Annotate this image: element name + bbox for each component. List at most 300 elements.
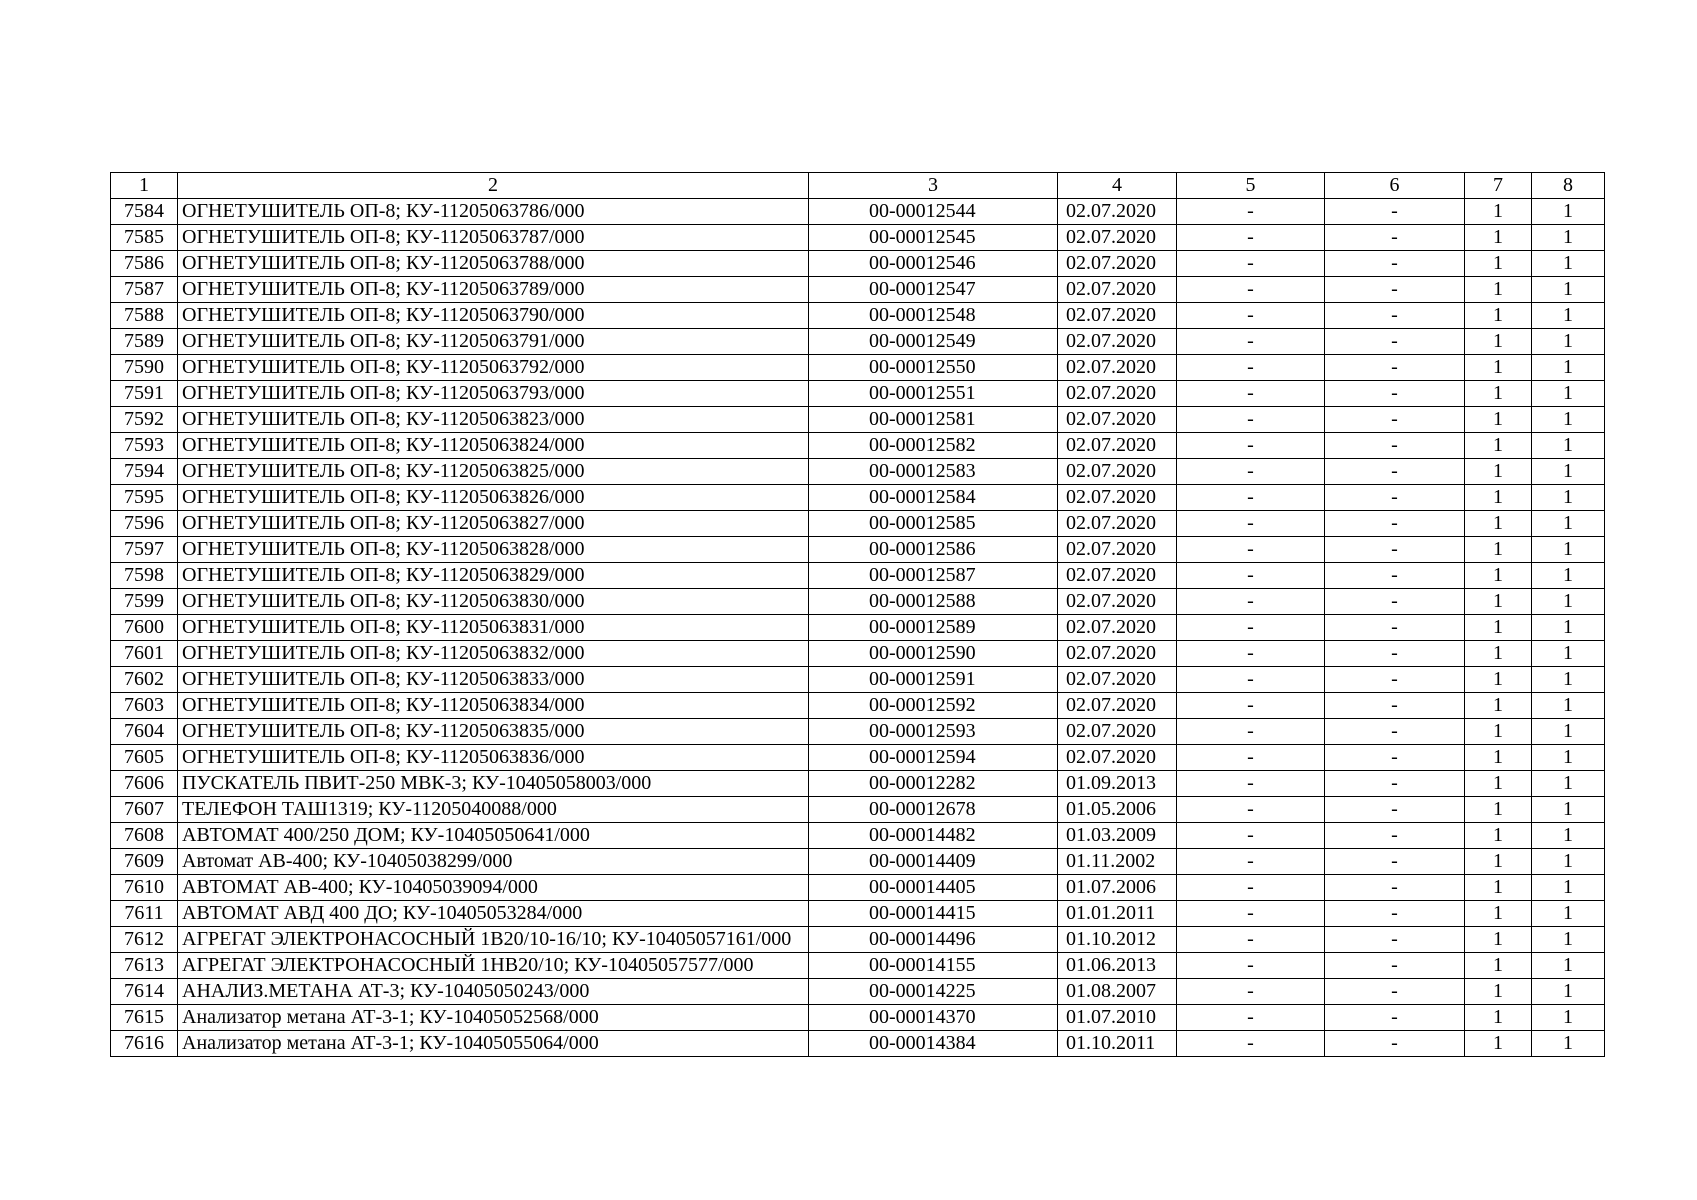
col-7-value-cell: 1	[1465, 329, 1532, 355]
col-7-value-cell: 1	[1465, 979, 1532, 1005]
col-5-value-cell: -	[1177, 199, 1325, 225]
inventory-code-cell: 00-00012550	[809, 355, 1058, 381]
table-row	[111, 407, 1605, 433]
col-7-value-cell: 1	[1465, 849, 1532, 875]
col-5-value-cell: -	[1177, 771, 1325, 797]
item-name-cell: АВТОМАТ 400/250 ДОМ; КУ-10405050641/000	[178, 823, 809, 849]
inventory-code-cell: 00-00012589	[809, 615, 1058, 641]
col-6-value-cell: -	[1325, 537, 1465, 563]
date-cell: 02.07.2020	[1058, 537, 1177, 563]
inventory-code-cell: 00-00012585	[809, 511, 1058, 537]
date-cell: 02.07.2020	[1058, 485, 1177, 511]
row-number-cell: 7596	[111, 511, 178, 537]
col-7-value-cell: 1	[1465, 1031, 1532, 1057]
row-number-cell: 7606	[111, 771, 178, 797]
date-cell: 02.07.2020	[1058, 589, 1177, 615]
table-row	[111, 849, 1605, 875]
col-5-value-cell: -	[1177, 641, 1325, 667]
table-row	[111, 667, 1605, 693]
row-number-cell: 7610	[111, 875, 178, 901]
row-number-cell: 7600	[111, 615, 178, 641]
col-8-value-cell: 1	[1532, 875, 1605, 901]
date-cell: 02.07.2020	[1058, 511, 1177, 537]
col-6-value-cell: -	[1325, 849, 1465, 875]
row-number-cell: 7597	[111, 537, 178, 563]
col-7-value-cell: 1	[1465, 719, 1532, 745]
table-row	[111, 823, 1605, 849]
row-number-cell: 7609	[111, 849, 178, 875]
row-number-cell: 7614	[111, 979, 178, 1005]
col-5-value-cell: -	[1177, 251, 1325, 277]
col-5-value-cell: -	[1177, 745, 1325, 771]
col-6-value-cell: -	[1325, 303, 1465, 329]
col-6-value-cell: -	[1325, 277, 1465, 303]
item-name-cell: ОГНЕТУШИТЕЛЬ ОП-8; КУ-11205063790/000	[178, 303, 809, 329]
item-name-cell: Анализатор метана АТ-3-1; КУ-10405055064/000	[178, 1031, 809, 1057]
table-body	[111, 199, 1605, 1057]
date-cell: 01.10.2011	[1058, 1031, 1177, 1057]
col-6-value-cell: -	[1325, 459, 1465, 485]
col-6-value-cell: -	[1325, 511, 1465, 537]
inventory-code-cell: 00-00012590	[809, 641, 1058, 667]
row-number-cell: 7584	[111, 199, 178, 225]
col-8-value-cell: 1	[1532, 797, 1605, 823]
date-cell: 02.07.2020	[1058, 667, 1177, 693]
col-6-value-cell: -	[1325, 563, 1465, 589]
col-6-value-cell: -	[1325, 901, 1465, 927]
col-5-value-cell: -	[1177, 823, 1325, 849]
inventory-code-cell: 00-00014405	[809, 875, 1058, 901]
col-5-value-cell: -	[1177, 875, 1325, 901]
col-5-value-cell: -	[1177, 355, 1325, 381]
row-number-cell: 7605	[111, 745, 178, 771]
date-cell: 01.11.2002	[1058, 849, 1177, 875]
col-5-value-cell: -	[1177, 511, 1325, 537]
col-6-value-cell: -	[1325, 251, 1465, 277]
table-row	[111, 251, 1605, 277]
col-5-value-cell: -	[1177, 381, 1325, 407]
table-row	[111, 303, 1605, 329]
col-8-value-cell: 1	[1532, 277, 1605, 303]
col-7-value-cell: 1	[1465, 303, 1532, 329]
inventory-code-cell: 00-00014225	[809, 979, 1058, 1005]
inventory-code-cell: 00-00014415	[809, 901, 1058, 927]
date-cell: 02.07.2020	[1058, 563, 1177, 589]
date-cell: 02.07.2020	[1058, 355, 1177, 381]
col-5-value-cell: -	[1177, 563, 1325, 589]
item-name-cell: ОГНЕТУШИТЕЛЬ ОП-8; КУ-11205063832/000	[178, 641, 809, 667]
column-header-8: 8	[1532, 173, 1605, 199]
item-name-cell: ОГНЕТУШИТЕЛЬ ОП-8; КУ-11205063827/000	[178, 511, 809, 537]
col-6-value-cell: -	[1325, 953, 1465, 979]
table-row	[111, 927, 1605, 953]
table-row	[111, 953, 1605, 979]
col-6-value-cell: -	[1325, 1031, 1465, 1057]
item-name-cell: Анализатор метана АТ-3-1; КУ-10405052568/000	[178, 1005, 809, 1031]
date-cell: 01.01.2011	[1058, 901, 1177, 927]
row-number-cell: 7604	[111, 719, 178, 745]
col-6-value-cell: -	[1325, 979, 1465, 1005]
col-7-value-cell: 1	[1465, 537, 1532, 563]
table-row	[111, 615, 1605, 641]
item-name-cell: ОГНЕТУШИТЕЛЬ ОП-8; КУ-11205063826/000	[178, 485, 809, 511]
col-7-value-cell: 1	[1465, 667, 1532, 693]
row-number-cell: 7601	[111, 641, 178, 667]
col-8-value-cell: 1	[1532, 953, 1605, 979]
inventory-code-cell: 00-00012593	[809, 719, 1058, 745]
col-7-value-cell: 1	[1465, 381, 1532, 407]
table-row	[111, 589, 1605, 615]
date-cell: 02.07.2020	[1058, 693, 1177, 719]
row-number-cell: 7612	[111, 927, 178, 953]
col-7-value-cell: 1	[1465, 953, 1532, 979]
table-row	[111, 459, 1605, 485]
table-row	[111, 225, 1605, 251]
row-number-cell: 7589	[111, 329, 178, 355]
row-number-cell: 7598	[111, 563, 178, 589]
col-7-value-cell: 1	[1465, 771, 1532, 797]
col-6-value-cell: -	[1325, 771, 1465, 797]
inventory-code-cell: 00-00012551	[809, 381, 1058, 407]
col-5-value-cell: -	[1177, 329, 1325, 355]
row-number-cell: 7593	[111, 433, 178, 459]
table-row	[111, 797, 1605, 823]
date-cell: 02.07.2020	[1058, 615, 1177, 641]
col-6-value-cell: -	[1325, 641, 1465, 667]
date-cell: 02.07.2020	[1058, 433, 1177, 459]
date-cell: 02.07.2020	[1058, 329, 1177, 355]
date-cell: 01.05.2006	[1058, 797, 1177, 823]
row-number-cell: 7611	[111, 901, 178, 927]
table-row	[111, 745, 1605, 771]
col-6-value-cell: -	[1325, 433, 1465, 459]
col-6-value-cell: -	[1325, 667, 1465, 693]
inventory-code-cell: 00-00012592	[809, 693, 1058, 719]
col-8-value-cell: 1	[1532, 615, 1605, 641]
item-name-cell: ОГНЕТУШИТЕЛЬ ОП-8; КУ-11205063836/000	[178, 745, 809, 771]
col-7-value-cell: 1	[1465, 407, 1532, 433]
col-5-value-cell: -	[1177, 277, 1325, 303]
date-cell: 02.07.2020	[1058, 381, 1177, 407]
inventory-code-cell: 00-00012586	[809, 537, 1058, 563]
date-cell: 02.07.2020	[1058, 225, 1177, 251]
inventory-code-cell: 00-00012587	[809, 563, 1058, 589]
item-name-cell: АВТОМАТ АВ-400; КУ-10405039094/000	[178, 875, 809, 901]
col-6-value-cell: -	[1325, 355, 1465, 381]
date-cell: 02.07.2020	[1058, 199, 1177, 225]
inventory-code-cell: 00-00014155	[809, 953, 1058, 979]
col-8-value-cell: 1	[1532, 979, 1605, 1005]
table-row	[111, 1005, 1605, 1031]
table-row	[111, 433, 1605, 459]
col-7-value-cell: 1	[1465, 485, 1532, 511]
table-row	[111, 979, 1605, 1005]
item-name-cell: АГРЕГАТ ЭЛЕКТРОНАСОСНЫЙ 1НВ20/10; КУ-10405057577/000	[178, 953, 809, 979]
col-6-value-cell: -	[1325, 589, 1465, 615]
col-5-value-cell: -	[1177, 459, 1325, 485]
col-5-value-cell: -	[1177, 407, 1325, 433]
col-8-value-cell: 1	[1532, 589, 1605, 615]
col-8-value-cell: 1	[1532, 641, 1605, 667]
column-header-7: 7	[1465, 173, 1532, 199]
inventory-code-cell: 00-00012591	[809, 667, 1058, 693]
col-8-value-cell: 1	[1532, 849, 1605, 875]
table-row	[111, 641, 1605, 667]
item-name-cell: ОГНЕТУШИТЕЛЬ ОП-8; КУ-11205063792/000	[178, 355, 809, 381]
col-6-value-cell: -	[1325, 329, 1465, 355]
table-row	[111, 199, 1605, 225]
row-number-cell: 7592	[111, 407, 178, 433]
col-6-value-cell: -	[1325, 927, 1465, 953]
inventory-table-container	[110, 172, 1605, 1057]
item-name-cell: ОГНЕТУШИТЕЛЬ ОП-8; КУ-11205063823/000	[178, 407, 809, 433]
item-name-cell: ОГНЕТУШИТЕЛЬ ОП-8; КУ-11205063830/000	[178, 589, 809, 615]
col-5-value-cell: -	[1177, 667, 1325, 693]
col-8-value-cell: 1	[1532, 355, 1605, 381]
inventory-code-cell: 00-00012582	[809, 433, 1058, 459]
item-name-cell: ОГНЕТУШИТЕЛЬ ОП-8; КУ-11205063831/000	[178, 615, 809, 641]
item-name-cell: Автомат АВ-400; КУ-10405038299/000	[178, 849, 809, 875]
date-cell: 01.06.2013	[1058, 953, 1177, 979]
row-number-cell: 7594	[111, 459, 178, 485]
col-7-value-cell: 1	[1465, 1005, 1532, 1031]
col-6-value-cell: -	[1325, 381, 1465, 407]
col-8-value-cell: 1	[1532, 511, 1605, 537]
date-cell: 01.07.2006	[1058, 875, 1177, 901]
row-number-cell: 7591	[111, 381, 178, 407]
col-5-value-cell: -	[1177, 979, 1325, 1005]
col-8-value-cell: 1	[1532, 329, 1605, 355]
col-5-value-cell: -	[1177, 1031, 1325, 1057]
col-7-value-cell: 1	[1465, 875, 1532, 901]
col-8-value-cell: 1	[1532, 1005, 1605, 1031]
col-6-value-cell: -	[1325, 719, 1465, 745]
item-name-cell: ОГНЕТУШИТЕЛЬ ОП-8; КУ-11205063787/000	[178, 225, 809, 251]
col-8-value-cell: 1	[1532, 693, 1605, 719]
col-6-value-cell: -	[1325, 875, 1465, 901]
date-cell: 02.07.2020	[1058, 277, 1177, 303]
row-number-cell: 7585	[111, 225, 178, 251]
col-7-value-cell: 1	[1465, 641, 1532, 667]
col-7-value-cell: 1	[1465, 823, 1532, 849]
date-cell: 01.09.2013	[1058, 771, 1177, 797]
col-7-value-cell: 1	[1465, 563, 1532, 589]
col-8-value-cell: 1	[1532, 485, 1605, 511]
col-6-value-cell: -	[1325, 797, 1465, 823]
col-6-value-cell: -	[1325, 485, 1465, 511]
row-number-cell: 7588	[111, 303, 178, 329]
col-8-value-cell: 1	[1532, 303, 1605, 329]
col-7-value-cell: 1	[1465, 277, 1532, 303]
col-7-value-cell: 1	[1465, 511, 1532, 537]
inventory-code-cell: 00-00012546	[809, 251, 1058, 277]
item-name-cell: ОГНЕТУШИТЕЛЬ ОП-8; КУ-11205063835/000	[178, 719, 809, 745]
item-name-cell: ОГНЕТУШИТЕЛЬ ОП-8; КУ-11205063824/000	[178, 433, 809, 459]
inventory-code-cell: 00-00012549	[809, 329, 1058, 355]
col-7-value-cell: 1	[1465, 745, 1532, 771]
date-cell: 01.10.2012	[1058, 927, 1177, 953]
row-number-cell: 7603	[111, 693, 178, 719]
row-number-cell: 7607	[111, 797, 178, 823]
col-5-value-cell: -	[1177, 719, 1325, 745]
col-7-value-cell: 1	[1465, 797, 1532, 823]
inventory-code-cell: 00-00012588	[809, 589, 1058, 615]
col-5-value-cell: -	[1177, 303, 1325, 329]
inventory-code-cell: 00-00012583	[809, 459, 1058, 485]
inventory-code-cell: 00-00012678	[809, 797, 1058, 823]
column-header-6: 6	[1325, 173, 1465, 199]
col-7-value-cell: 1	[1465, 433, 1532, 459]
table-row	[111, 901, 1605, 927]
date-cell: 01.07.2010	[1058, 1005, 1177, 1031]
item-name-cell: ОГНЕТУШИТЕЛЬ ОП-8; КУ-11205063793/000	[178, 381, 809, 407]
item-name-cell: АНАЛИЗ.МЕТАНА АТ-3; КУ-10405050243/000	[178, 979, 809, 1005]
col-8-value-cell: 1	[1532, 927, 1605, 953]
row-number-cell: 7590	[111, 355, 178, 381]
col-7-value-cell: 1	[1465, 901, 1532, 927]
table-row	[111, 771, 1605, 797]
date-cell: 02.07.2020	[1058, 641, 1177, 667]
table-row	[111, 277, 1605, 303]
col-6-value-cell: -	[1325, 225, 1465, 251]
col-8-value-cell: 1	[1532, 771, 1605, 797]
inventory-code-cell: 00-00012544	[809, 199, 1058, 225]
inventory-code-cell: 00-00012545	[809, 225, 1058, 251]
col-8-value-cell: 1	[1532, 719, 1605, 745]
col-7-value-cell: 1	[1465, 589, 1532, 615]
header-row	[111, 173, 1605, 199]
col-5-value-cell: -	[1177, 1005, 1325, 1031]
inventory-code-cell: 00-00012548	[809, 303, 1058, 329]
inventory-code-cell: 00-00014384	[809, 1031, 1058, 1057]
inventory-code-cell: 00-00012581	[809, 407, 1058, 433]
inventory-code-cell: 00-00014370	[809, 1005, 1058, 1031]
item-name-cell: ОГНЕТУШИТЕЛЬ ОП-8; КУ-11205063786/000	[178, 199, 809, 225]
col-8-value-cell: 1	[1532, 537, 1605, 563]
inventory-code-cell: 00-00014496	[809, 927, 1058, 953]
row-number-cell: 7613	[111, 953, 178, 979]
row-number-cell: 7587	[111, 277, 178, 303]
inventory-code-cell: 00-00014409	[809, 849, 1058, 875]
column-header-4: 4	[1058, 173, 1177, 199]
date-cell: 02.07.2020	[1058, 407, 1177, 433]
inventory-code-cell: 00-00012584	[809, 485, 1058, 511]
date-cell: 02.07.2020	[1058, 459, 1177, 485]
col-6-value-cell: -	[1325, 407, 1465, 433]
row-number-cell: 7608	[111, 823, 178, 849]
col-8-value-cell: 1	[1532, 251, 1605, 277]
item-name-cell: АВТОМАТ АВД 400 ДО; КУ-10405053284/000	[178, 901, 809, 927]
col-5-value-cell: -	[1177, 485, 1325, 511]
col-5-value-cell: -	[1177, 693, 1325, 719]
col-8-value-cell: 1	[1532, 1031, 1605, 1057]
column-header-2: 2	[178, 173, 809, 199]
col-8-value-cell: 1	[1532, 459, 1605, 485]
column-header-3: 3	[809, 173, 1058, 199]
col-7-value-cell: 1	[1465, 615, 1532, 641]
col-5-value-cell: -	[1177, 589, 1325, 615]
item-name-cell: ОГНЕТУШИТЕЛЬ ОП-8; КУ-11205063829/000	[178, 563, 809, 589]
col-6-value-cell: -	[1325, 199, 1465, 225]
col-8-value-cell: 1	[1532, 225, 1605, 251]
col-6-value-cell: -	[1325, 693, 1465, 719]
col-5-value-cell: -	[1177, 849, 1325, 875]
col-6-value-cell: -	[1325, 1005, 1465, 1031]
row-number-cell: 7615	[111, 1005, 178, 1031]
col-6-value-cell: -	[1325, 745, 1465, 771]
col-8-value-cell: 1	[1532, 381, 1605, 407]
row-number-cell: 7599	[111, 589, 178, 615]
item-name-cell: ОГНЕТУШИТЕЛЬ ОП-8; КУ-11205063791/000	[178, 329, 809, 355]
table-row	[111, 1031, 1605, 1057]
row-number-cell: 7595	[111, 485, 178, 511]
inventory-table	[110, 172, 1605, 1057]
col-7-value-cell: 1	[1465, 927, 1532, 953]
item-name-cell: ОГНЕТУШИТЕЛЬ ОП-8; КУ-11205063825/000	[178, 459, 809, 485]
col-8-value-cell: 1	[1532, 823, 1605, 849]
inventory-code-cell: 00-00012547	[809, 277, 1058, 303]
col-6-value-cell: -	[1325, 823, 1465, 849]
col-7-value-cell: 1	[1465, 251, 1532, 277]
date-cell: 02.07.2020	[1058, 251, 1177, 277]
table-row	[111, 381, 1605, 407]
col-5-value-cell: -	[1177, 433, 1325, 459]
table-row	[111, 563, 1605, 589]
date-cell: 01.08.2007	[1058, 979, 1177, 1005]
item-name-cell: ТЕЛЕФОН ТАШ1319; КУ-11205040088/000	[178, 797, 809, 823]
item-name-cell: ОГНЕТУШИТЕЛЬ ОП-8; КУ-11205063828/000	[178, 537, 809, 563]
inventory-code-cell: 00-00014482	[809, 823, 1058, 849]
col-5-value-cell: -	[1177, 225, 1325, 251]
col-8-value-cell: 1	[1532, 563, 1605, 589]
table-row	[111, 875, 1605, 901]
col-5-value-cell: -	[1177, 953, 1325, 979]
table-row	[111, 693, 1605, 719]
row-number-cell: 7602	[111, 667, 178, 693]
col-8-value-cell: 1	[1532, 199, 1605, 225]
col-5-value-cell: -	[1177, 537, 1325, 563]
table-row	[111, 719, 1605, 745]
col-8-value-cell: 1	[1532, 407, 1605, 433]
date-cell: 02.07.2020	[1058, 719, 1177, 745]
col-7-value-cell: 1	[1465, 459, 1532, 485]
item-name-cell: ПУСКАТЕЛЬ ПВИТ-250 МВК-3; КУ-10405058003/000	[178, 771, 809, 797]
inventory-code-cell: 00-00012282	[809, 771, 1058, 797]
table-row	[111, 485, 1605, 511]
col-8-value-cell: 1	[1532, 433, 1605, 459]
item-name-cell: ОГНЕТУШИТЕЛЬ ОП-8; КУ-11205063834/000	[178, 693, 809, 719]
col-8-value-cell: 1	[1532, 667, 1605, 693]
col-6-value-cell: -	[1325, 615, 1465, 641]
date-cell: 02.07.2020	[1058, 745, 1177, 771]
date-cell: 01.03.2009	[1058, 823, 1177, 849]
table-row	[111, 537, 1605, 563]
col-5-value-cell: -	[1177, 927, 1325, 953]
table-row	[111, 511, 1605, 537]
row-number-cell: 7586	[111, 251, 178, 277]
column-header-1: 1	[111, 173, 178, 199]
table-row	[111, 355, 1605, 381]
item-name-cell: ОГНЕТУШИТЕЛЬ ОП-8; КУ-11205063788/000	[178, 251, 809, 277]
col-7-value-cell: 1	[1465, 199, 1532, 225]
inventory-code-cell: 00-00012594	[809, 745, 1058, 771]
col-8-value-cell: 1	[1532, 901, 1605, 927]
col-5-value-cell: -	[1177, 901, 1325, 927]
col-5-value-cell: -	[1177, 615, 1325, 641]
col-7-value-cell: 1	[1465, 225, 1532, 251]
column-header-5: 5	[1177, 173, 1325, 199]
table-row	[111, 329, 1605, 355]
